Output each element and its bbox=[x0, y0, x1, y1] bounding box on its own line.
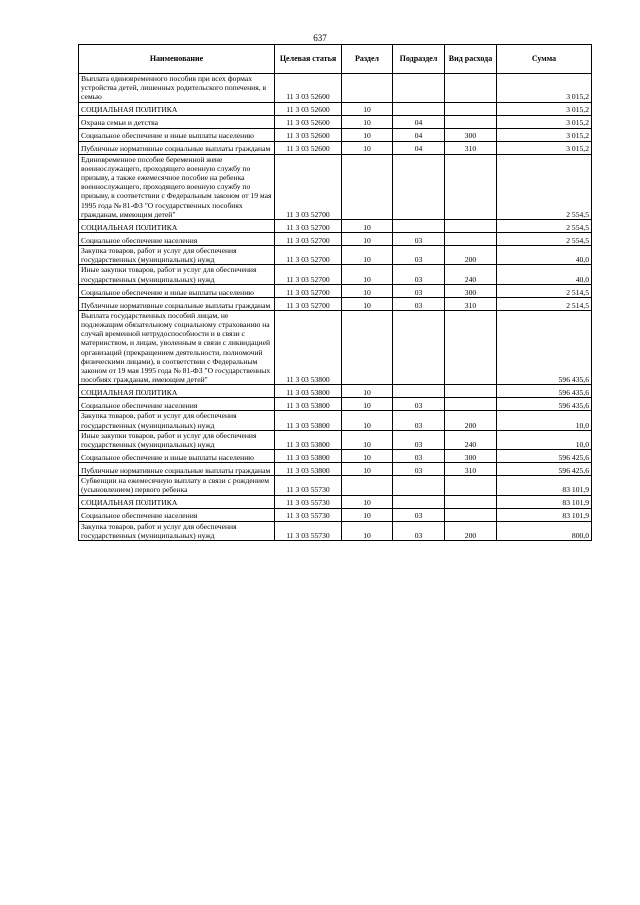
cell-sum: 2 554,5 bbox=[497, 154, 592, 219]
cell-name: Социальное обеспечение и иные выплаты населению bbox=[79, 284, 275, 297]
cell-kind: 240 bbox=[445, 430, 497, 449]
table-row bbox=[79, 430, 592, 449]
table-row bbox=[79, 398, 592, 411]
cell-sum: 40,0 bbox=[497, 246, 592, 265]
cell-name: Единовременное пособие беременной жене военнослужащего, проходящего военную службу по призыву, а также ежемесячное пособие на ребенка военнослужащего, проходящего военную службу по призыву, в соответствии с Федеральным законом от 19 мая 1995 года № 81-ФЗ "О государственных пособиях гражданам, имеющим детей" bbox=[79, 154, 275, 219]
cell-kind: 200 bbox=[445, 521, 497, 540]
cell-code: 11 3 03 52700 bbox=[275, 154, 342, 219]
cell-section: 10 bbox=[342, 463, 393, 476]
table-row bbox=[79, 450, 592, 463]
cell-sum: 83 101,9 bbox=[497, 508, 592, 521]
cell-sum: 2 514,5 bbox=[497, 297, 592, 310]
cell-section: 10 bbox=[342, 521, 393, 540]
cell-name: СОЦИАЛЬНАЯ ПОЛИТИКА bbox=[79, 495, 275, 508]
cell-kind bbox=[445, 495, 497, 508]
cell-kind: 200 bbox=[445, 411, 497, 430]
cell-subsection: 03 bbox=[393, 398, 445, 411]
cell-code: 11 3 03 52600 bbox=[275, 128, 342, 141]
cell-sum: 800,0 bbox=[497, 521, 592, 540]
cell-sum: 3 015,2 bbox=[497, 141, 592, 154]
budget-table bbox=[78, 44, 592, 541]
cell-sum: 10,0 bbox=[497, 411, 592, 430]
cell-kind bbox=[445, 508, 497, 521]
table-row bbox=[79, 411, 592, 430]
table-row bbox=[79, 115, 592, 128]
cell-code: 11 3 03 52700 bbox=[275, 284, 342, 297]
cell-section: 10 bbox=[342, 220, 393, 233]
cell-name: Публичные нормативные социальные выплаты гражданам bbox=[79, 297, 275, 310]
cell-sum: 2 554,5 bbox=[497, 233, 592, 246]
cell-section: 10 bbox=[342, 141, 393, 154]
cell-section: 10 bbox=[342, 398, 393, 411]
cell-code: 11 3 03 52700 bbox=[275, 246, 342, 265]
cell-subsection bbox=[393, 385, 445, 398]
cell-subsection: 04 bbox=[393, 141, 445, 154]
cell-kind: 310 bbox=[445, 463, 497, 476]
cell-sum: 40,0 bbox=[497, 265, 592, 284]
cell-code: 11 3 03 52700 bbox=[275, 233, 342, 246]
cell-name: Социальное обеспечение и иные выплаты населению bbox=[79, 450, 275, 463]
cell-kind bbox=[445, 115, 497, 128]
cell-name: Социальное обеспечение населения bbox=[79, 508, 275, 521]
cell-sum: 596 435,6 bbox=[497, 310, 592, 385]
cell-sum: 83 101,9 bbox=[497, 476, 592, 495]
cell-code: 11 3 03 52600 bbox=[275, 74, 342, 103]
cell-name: Субвенции на ежемесячную выплату в связи с рождением (усыновлением) первого ребенка bbox=[79, 476, 275, 495]
cell-sum: 596 425,6 bbox=[497, 450, 592, 463]
cell-name: Публичные нормативные социальные выплаты гражданам bbox=[79, 141, 275, 154]
table-row bbox=[79, 233, 592, 246]
cell-sum: 596 435,6 bbox=[497, 385, 592, 398]
cell-code: 11 3 03 52600 bbox=[275, 141, 342, 154]
cell-subsection bbox=[393, 102, 445, 115]
cell-code: 11 3 03 53800 bbox=[275, 450, 342, 463]
cell-code: 11 3 03 53800 bbox=[275, 411, 342, 430]
table-row bbox=[79, 246, 592, 265]
cell-kind bbox=[445, 385, 497, 398]
cell-subsection: 03 bbox=[393, 430, 445, 449]
cell-kind bbox=[445, 310, 497, 385]
cell-name: Иные закупки товаров, работ и услуг для обеспечения государственных (муниципальных) нужд bbox=[79, 265, 275, 284]
table-row bbox=[79, 284, 592, 297]
cell-subsection bbox=[393, 310, 445, 385]
table-row bbox=[79, 141, 592, 154]
cell-subsection: 03 bbox=[393, 508, 445, 521]
cell-kind bbox=[445, 102, 497, 115]
cell-subsection: 03 bbox=[393, 233, 445, 246]
cell-code: 11 3 03 55730 bbox=[275, 476, 342, 495]
table-row bbox=[79, 508, 592, 521]
cell-section bbox=[342, 476, 393, 495]
cell-subsection: 03 bbox=[393, 284, 445, 297]
cell-name: Социальное обеспечение населения bbox=[79, 233, 275, 246]
cell-sum: 3 015,2 bbox=[497, 74, 592, 103]
cell-name: Социальное обеспечение населения bbox=[79, 398, 275, 411]
cell-sum: 2 554,5 bbox=[497, 220, 592, 233]
cell-code: 11 3 03 52700 bbox=[275, 220, 342, 233]
cell-subsection bbox=[393, 495, 445, 508]
cell-kind bbox=[445, 233, 497, 246]
cell-section: 10 bbox=[342, 115, 393, 128]
cell-code: 11 3 03 53800 bbox=[275, 463, 342, 476]
cell-kind: 310 bbox=[445, 297, 497, 310]
cell-sum: 3 015,2 bbox=[497, 115, 592, 128]
table-row bbox=[79, 220, 592, 233]
cell-subsection bbox=[393, 74, 445, 103]
cell-section bbox=[342, 310, 393, 385]
cell-name: СОЦИАЛЬНАЯ ПОЛИТИКА bbox=[79, 385, 275, 398]
cell-section: 10 bbox=[342, 102, 393, 115]
cell-code: 11 3 03 55730 bbox=[275, 521, 342, 540]
cell-subsection: 04 bbox=[393, 115, 445, 128]
cell-kind bbox=[445, 398, 497, 411]
cell-kind bbox=[445, 476, 497, 495]
table-row bbox=[79, 128, 592, 141]
table-row bbox=[79, 495, 592, 508]
cell-subsection bbox=[393, 476, 445, 495]
cell-name: Закупка товаров, работ и услуг для обеспечения государственных (муниципальных) нужд bbox=[79, 521, 275, 540]
cell-name: Социальное обеспечение и иные выплаты населению bbox=[79, 128, 275, 141]
cell-kind: 200 bbox=[445, 246, 497, 265]
cell-code: 11 3 03 52700 bbox=[275, 265, 342, 284]
table-row bbox=[79, 521, 592, 540]
cell-name: СОЦИАЛЬНАЯ ПОЛИТИКА bbox=[79, 102, 275, 115]
cell-section: 10 bbox=[342, 246, 393, 265]
header-subsection: Подраздел bbox=[393, 45, 445, 74]
cell-section bbox=[342, 74, 393, 103]
table-header bbox=[79, 45, 592, 74]
cell-section: 10 bbox=[342, 450, 393, 463]
table-row bbox=[79, 102, 592, 115]
cell-subsection: 03 bbox=[393, 265, 445, 284]
cell-code: 11 3 03 55730 bbox=[275, 495, 342, 508]
cell-code: 11 3 03 53800 bbox=[275, 385, 342, 398]
cell-subsection: 03 bbox=[393, 411, 445, 430]
cell-sum: 596 435,6 bbox=[497, 398, 592, 411]
cell-sum: 2 514,5 bbox=[497, 284, 592, 297]
cell-code: 11 3 03 52600 bbox=[275, 102, 342, 115]
table-row bbox=[79, 463, 592, 476]
cell-section: 10 bbox=[342, 411, 393, 430]
cell-code: 11 3 03 52700 bbox=[275, 297, 342, 310]
cell-name: Публичные нормативные социальные выплаты гражданам bbox=[79, 463, 275, 476]
cell-section: 10 bbox=[342, 430, 393, 449]
cell-name: СОЦИАЛЬНАЯ ПОЛИТИКА bbox=[79, 220, 275, 233]
cell-kind: 310 bbox=[445, 141, 497, 154]
cell-section bbox=[342, 154, 393, 219]
cell-code: 11 3 03 53800 bbox=[275, 430, 342, 449]
header-sum: Сумма bbox=[497, 45, 592, 74]
cell-name: Выплата единовременного пособия при всех формах устройства детей, лишенных родительского попечения, в семью bbox=[79, 74, 275, 103]
cell-sum: 596 425,6 bbox=[497, 463, 592, 476]
cell-kind bbox=[445, 154, 497, 219]
page-number: 637 bbox=[313, 33, 327, 43]
header-kind: Вид расхода bbox=[445, 45, 497, 74]
cell-section: 10 bbox=[342, 233, 393, 246]
cell-sum: 83 101,9 bbox=[497, 495, 592, 508]
table-row bbox=[79, 265, 592, 284]
header-row bbox=[79, 45, 592, 74]
table-row bbox=[79, 310, 592, 385]
cell-section: 10 bbox=[342, 495, 393, 508]
cell-name: Выплата государственных пособий лицам, не подлежащим обязательному социальному страхованию на случай временной нетрудоспособности и в связи с материнством, и лицам, уволенным в связи с ликвидацией организаций (прекращением деятельности, полномочий физическими лицами), в соответствии с Федеральным законом от 19 мая 1995 года № 81-ФЗ "О государственных пособиях гражданам, имеющим детей" bbox=[79, 310, 275, 385]
cell-subsection: 03 bbox=[393, 450, 445, 463]
header-name: Наименование bbox=[79, 45, 275, 74]
cell-section: 10 bbox=[342, 297, 393, 310]
cell-subsection bbox=[393, 220, 445, 233]
cell-subsection: 03 bbox=[393, 246, 445, 265]
cell-kind bbox=[445, 220, 497, 233]
cell-kind: 300 bbox=[445, 450, 497, 463]
cell-code: 11 3 03 53800 bbox=[275, 398, 342, 411]
cell-section: 10 bbox=[342, 128, 393, 141]
cell-kind: 240 bbox=[445, 265, 497, 284]
cell-name: Закупка товаров, работ и услуг для обеспечения государственных (муниципальных) нужд bbox=[79, 246, 275, 265]
cell-kind: 300 bbox=[445, 128, 497, 141]
cell-subsection: 03 bbox=[393, 297, 445, 310]
cell-subsection: 03 bbox=[393, 521, 445, 540]
cell-name: Иные закупки товаров, работ и услуг для обеспечения государственных (муниципальных) нужд bbox=[79, 430, 275, 449]
cell-sum: 3 015,2 bbox=[497, 102, 592, 115]
cell-section: 10 bbox=[342, 265, 393, 284]
cell-kind: 300 bbox=[445, 284, 497, 297]
table-row bbox=[79, 74, 592, 103]
table-row bbox=[79, 297, 592, 310]
header-code: Целевая статья bbox=[275, 45, 342, 74]
cell-subsection bbox=[393, 154, 445, 219]
cell-subsection: 04 bbox=[393, 128, 445, 141]
cell-section: 10 bbox=[342, 508, 393, 521]
cell-code: 11 3 03 53800 bbox=[275, 310, 342, 385]
cell-name: Охрана семьи и детства bbox=[79, 115, 275, 128]
cell-name: Закупка товаров, работ и услуг для обеспечения государственных (муниципальных) нужд bbox=[79, 411, 275, 430]
cell-section: 10 bbox=[342, 284, 393, 297]
cell-kind bbox=[445, 74, 497, 103]
cell-sum: 10,0 bbox=[497, 430, 592, 449]
cell-subsection: 03 bbox=[393, 463, 445, 476]
table-body bbox=[79, 74, 592, 541]
cell-sum: 3 015,2 bbox=[497, 128, 592, 141]
cell-code: 11 3 03 55730 bbox=[275, 508, 342, 521]
header-section: Раздел bbox=[342, 45, 393, 74]
table-row bbox=[79, 385, 592, 398]
cell-code: 11 3 03 52600 bbox=[275, 115, 342, 128]
table-row bbox=[79, 154, 592, 219]
cell-section: 10 bbox=[342, 385, 393, 398]
table-row bbox=[79, 476, 592, 495]
